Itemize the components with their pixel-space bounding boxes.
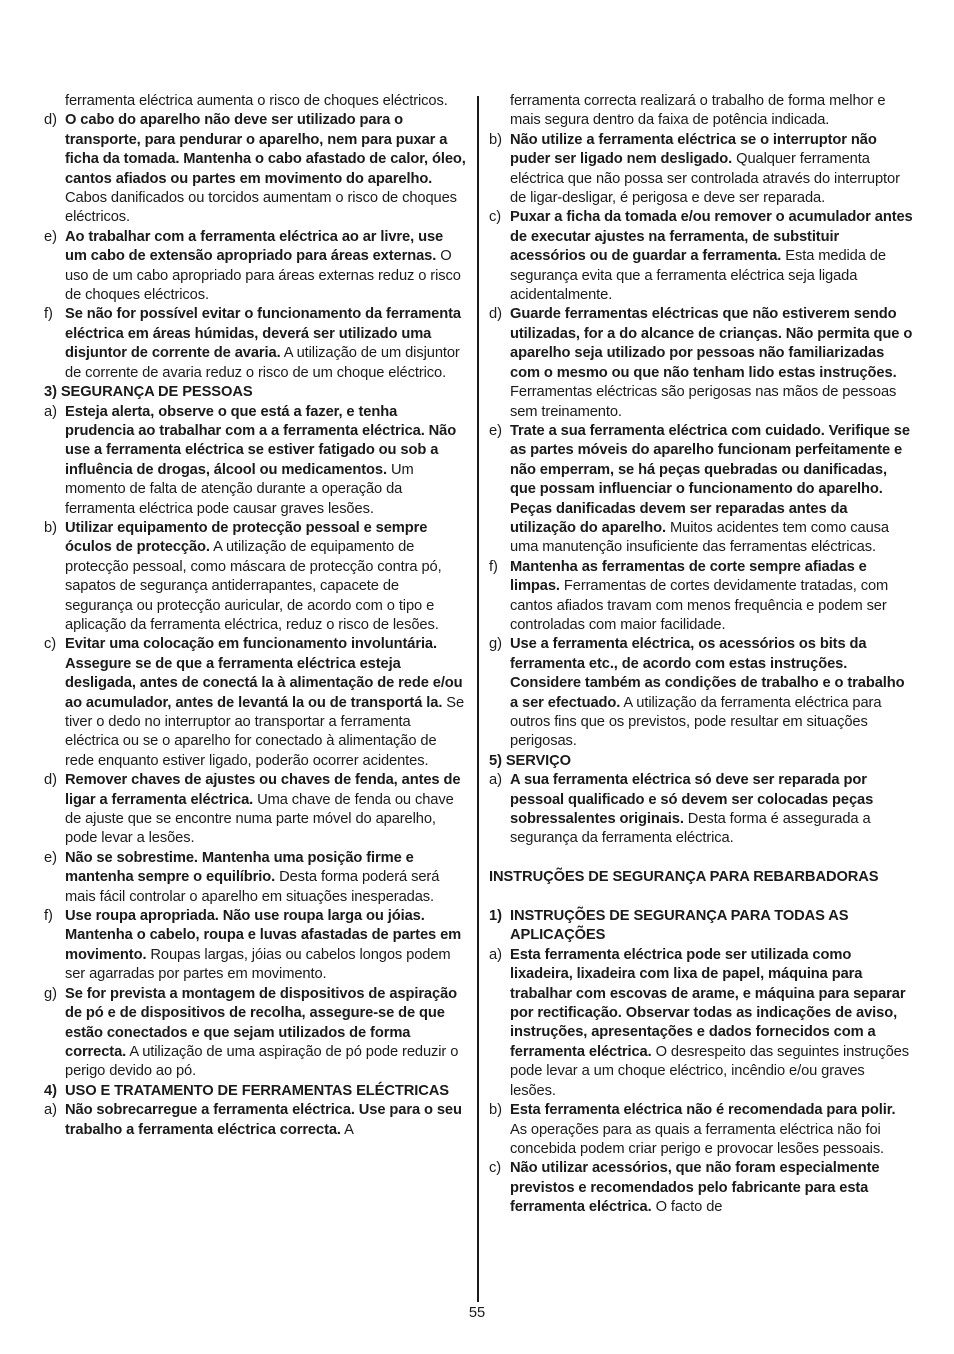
paragraph-continued: ferramenta correcta realizará o trabalho de forma melhor e mais segura dentro da faixa de potência indicada.	[510, 93, 886, 129]
section-heading-3: 3) SEGURANÇA DE PESSOAS	[44, 384, 253, 401]
section-heading-1: 1) INSTRUÇÕES DE SEGURANÇA PARA TODAS AS APLICAÇÕES	[489, 908, 849, 944]
section-heading-instructions: INSTRUÇÕES DE SEGURANÇA PARA REBARBADORAS	[489, 869, 879, 886]
list-item-3e: e) Não se sobrestime. Mantenha uma posição firme e mantenha sempre o equilíbrio. Desta forma poderá será mais fácil controlar o aparelho em situações inesperadas.	[44, 849, 440, 905]
list-item-1b: b) Esta ferramenta eléctrica não é recomendada para polir. As operações para as quais a ferramenta eléctrica não foi concebida podem criar perigo e provocar lesões pessoais.	[489, 1102, 896, 1157]
list-item-4g: g) Use a ferramenta eléctrica, os acessórios os bits da ferramenta etc., de acordo com estas instruções. Considere também as condições de trabalho e o trabalho a ser efectuado. A utilização da ferramenta eléctrica para outros fins que os previstos, pode resultar em situações perigosas.	[489, 636, 905, 750]
list-item-3a: a) Esteja alerta, observe o que está a fazer, e tenha prudencia ao trabalhar com a a ferramenta eléctrica. Não use a ferramenta eléctrica se estiver fatigado ou sob a influência de drogas, álcool ou medicamentos. Um momento de falta de atenção durante a operação da ferramenta eléctrica pode causar graves lesões.	[44, 403, 457, 517]
section-heading-4: 4) USO E TRATAMENTO DE FERRAMENTAS ELÉCTRICAS	[44, 1082, 449, 1099]
section-heading-5: 5) SERVIÇO	[489, 752, 571, 769]
list-item-4b: b) Não utilize a ferramenta eléctrica se o interruptor não puder ser ligado nem desligado. Qualquer ferramenta eléctrica que não possa ser controlada através do interruptor de ligar-desligar, é perigosa e deve ser reparada.	[489, 131, 900, 207]
list-item-1a: a) Esta ferramenta eléctrica pode ser utilizada como lixadeira, lixadeira com lixa de papel, máquina para trabalhar com escovas de arame, e máquina para separar por rectificação. Observar todas as indicações de aviso, instruções, apresentações e dados fornecidos com a ferramenta eléctrica. O desrespeito das seguintes instruções pode levar a um choque eléctrico, incêndio e/ou graves lesões.	[489, 946, 909, 1099]
list-item-3d: d) Remover chaves de ajustes ou chaves de fenda, antes de ligar a ferramenta eléctrica. Uma chave de fenda ou chave de ajuste que se encontre numa parte móvel do aparelho, pode levar a lesões.	[44, 772, 461, 847]
list-item-f: f) Se não for possível evitar o funcionamento da ferramenta eléctrica em áreas húmidas, deverá ser utilizado uma disjuntor de corrente de avaria. A utilização de um disjuntor de corrente de avaria reduz o risco de um choque eléctrico.	[44, 306, 461, 381]
list-item-4c: c) Puxar a ficha da tomada e/ou remover o acumulador antes de executar ajustes na ferramenta, de substituir acessórios ou de guardar a ferramenta. Esta medida de segurança evita que a ferramenta eléctrica seja ligada acidentalmente.	[489, 209, 913, 304]
left-column	[44, 92, 466, 1140]
list-item-e: e) Ao trabalhar com a ferramenta eléctrica ao ar livre, use um cabo de extensão apropriado para áreas externas. O uso de um cabo apropriado para áreas externas reduz o risco de choques eléctricos.	[44, 228, 461, 304]
list-item-4d: d) Guarde ferramentas eléctricas que não estiverem sendo utilizadas, for a do alcance de crianças. Não permita que o aparelho seja utilizado por pessoas não familiarizadas com o mesmo ou que não tenham lido estas instruções. Ferramentas eléctricas são perigosas nas mãos de pessoas sem treinamento.	[489, 306, 913, 420]
list-item-3f: f) Use roupa apropriada. Não use roupa larga ou jóias. Mantenha o cabelo, roupa e luvas afastadas de partes em movimento. Roupas largas, jóias ou cabelos longos podem ser agarradas por partes em movimento.	[44, 908, 462, 983]
list-item-3g: g) Se for prevista a montagem de dispositivos de aspiração de pó e de dispositivos de recolha, assegure-se de que estão conectados e que sejam utilizados de forma correcta. A utilização de uma aspiração de pó pode reduzir o perigo devido ao pó.	[44, 985, 459, 1080]
paragraph-continued: ferramenta eléctrica aumenta o risco de choques eléctricos.	[65, 93, 448, 109]
list-item-4f: f) Mantenha as ferramentas de corte sempre afiadas e limpas. Ferramentas de cortes devidamente tratadas, com cantos afiados travam com menos frequência e podem ser controladas com maior facilidade.	[489, 558, 889, 633]
page-number: 55	[468, 1305, 486, 1321]
list-item-3c: c) Evitar uma colocação em funcionamento involuntária. Assegure se de que a ferramenta eléctrica esteja desligada, antes de conectá la à alimentação de rede e/ou ao acumulador, antes de levantá la ou de transportá la. Se tiver o dedo no interruptor ao transportar a ferramenta eléctrica ou se o aparelho for conectado à alimentação de rede enquanto estiver ligado, poderão ocorrer acidentes.	[44, 636, 465, 769]
list-item-d: d) O cabo do aparelho não deve ser utilizado para o transporte, para pendurar o aparelho, nem para puxar a ficha da tomada. Mantenha o cabo afastado de calor, óleo, cantos afiados ou partes em movimento do aparelho. Cabos danificados ou torcidos aumentam o risco de choques eléctricos.	[44, 112, 466, 226]
right-column	[489, 92, 913, 1218]
list-item-5a: a) A sua ferramenta eléctrica só deve ser reparada por pessoal qualificado e só devem ser colocadas peças sobressalentes originais. Desta forma é assegurada a segurança da ferramenta eléctrica.	[489, 772, 874, 847]
list-item-3b: b) Utilizar equipamento de protecção pessoal e sempre óculos de protecção. A utilização de equipamento de protecção pessoal, como máscara de protecção contra pó, sapatos de segurança antiderrapantes, capacete de segurança ou protecção auricular, de acordo com o tipo e aplicação da ferramenta eléctrica, reduz o risco de lesões.	[44, 519, 442, 633]
list-item-4e: e) Trate a sua ferramenta eléctrica com cuidado. Verifique se as partes móveis do aparelho funcionam perfeitamente e não emperram, se há peças quebradas ou danificadas, que possam influenciar o funcionamento do aparelho. Peças danificadas devem ser reparadas antes da utilização do aparelho. Muitos acidentes tem como causa uma manutenção insuficiente das ferramentas eléctricas.	[489, 422, 910, 556]
list-item-1c: c) Não utilizar acessórios, que não foram especialmente previstos e recomendados pelo fabricante para esta ferramenta eléctrica. O facto de	[489, 1160, 880, 1216]
column-divider	[477, 96, 479, 1302]
list-item-4a: a) Não sobrecarregue a ferramenta eléctrica. Use para o seu trabalho a ferramenta eléctrica correcta. A	[44, 1102, 462, 1138]
